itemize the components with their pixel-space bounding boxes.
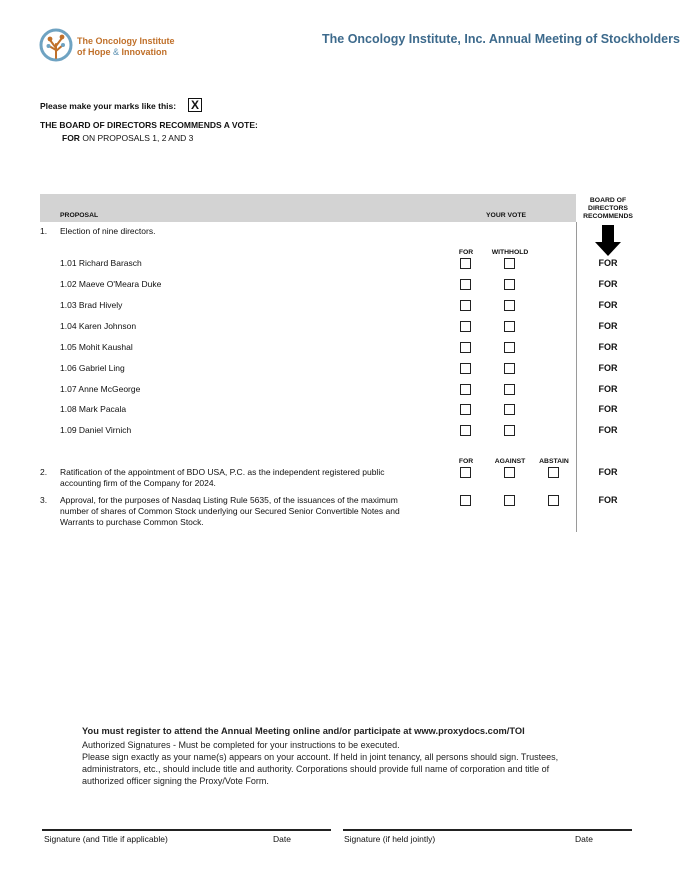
signature-2-label: Signature (if held jointly) (344, 834, 436, 844)
p2-abstain-checkbox[interactable] (548, 467, 559, 478)
p3-abstain-checkbox[interactable] (548, 495, 559, 506)
nominee-row (0, 425, 680, 441)
proposal-1-text: Election of nine directors. (60, 226, 156, 236)
nominee-label: 1.08 Mark Pacala (60, 404, 127, 414)
p2-for-checkbox[interactable] (460, 467, 471, 478)
for-checkbox[interactable] (460, 279, 471, 290)
proposal-3-number: 3. (40, 495, 48, 505)
board-recommends-header: BOARD OF DIRECTORS RECOMMENDS (583, 197, 633, 220)
nominee-row (0, 384, 680, 400)
for-checkbox[interactable] (460, 404, 471, 415)
company-logo (38, 26, 178, 66)
register-notice: You must register to attend the Annual Meeting online and/or participate at www.proxydocs.com/TOI (82, 726, 525, 736)
withhold-checkbox[interactable] (504, 342, 515, 353)
withhold-checkbox[interactable] (504, 258, 515, 269)
withhold-checkbox[interactable] (504, 363, 515, 374)
nominee-label: 1.07 Anne McGeorge (60, 384, 141, 394)
for-checkbox[interactable] (460, 342, 471, 353)
nominee-row (0, 404, 680, 420)
withhold-checkbox[interactable] (504, 300, 515, 311)
nominee-label: 1.09 Daniel Virnich (60, 425, 132, 435)
authorized-signatures-note: Authorized Signatures - Must be completed for your instructions to be executed. (82, 740, 400, 750)
board-recommendation: FOR (598, 258, 618, 268)
board-recommends-line (62, 133, 193, 143)
signature-line-2[interactable] (343, 829, 632, 831)
nominee-label: 1.06 Gabriel Ling (60, 363, 125, 373)
proposals-text: ON PROPOSALS 1, 2 AND 3 (82, 133, 194, 143)
board-recommends-heading: THE BOARD OF DIRECTORS RECOMMENDS A VOTE: (40, 120, 258, 130)
sign-instructions-3: authorized officer signing the Proxy/Vote Form. (82, 776, 269, 786)
logo-line-2b: Innovation (121, 47, 168, 57)
nominee-row (0, 258, 680, 274)
for-checkbox[interactable] (460, 300, 471, 311)
board-recommendation: FOR (598, 363, 618, 373)
nominee-row (0, 363, 680, 379)
nominee-label: 1.01 Richard Barasch (60, 258, 142, 268)
for-checkbox[interactable] (460, 425, 471, 436)
p3-board-recommendation: FOR (598, 495, 618, 505)
sign-instructions-2: administrators, etc., should include title and authority. Corporations should provide full name of corporation and title of (82, 764, 550, 774)
nominee-label: 1.05 Mohit Kaushal (60, 342, 133, 352)
proposal-1-number: 1. (40, 226, 48, 236)
your-vote-header: YOUR VOTE (486, 212, 527, 219)
col-against: AGAINST (494, 458, 526, 465)
p1-col-withhold: WITHHOLD (491, 249, 529, 256)
proposal-2-number: 2. (40, 467, 48, 477)
nominee-row (0, 279, 680, 295)
col-abstain: ABSTAIN (539, 458, 569, 465)
logo-line-2a: of Hope (77, 47, 111, 57)
page-title: The Oncology Institute, Inc. Annual Meeting of Stockholders (322, 32, 680, 46)
nominee-row (0, 300, 680, 316)
p1-col-for: FOR (458, 249, 474, 256)
board-recommendation: FOR (598, 425, 618, 435)
date-1-label: Date (273, 834, 291, 844)
for-checkbox[interactable] (460, 321, 471, 332)
board-recommendation: FOR (598, 342, 618, 352)
col-for: FOR (458, 458, 474, 465)
for-checkbox[interactable] (460, 258, 471, 269)
board-recommendation: FOR (598, 300, 618, 310)
footer-notice (82, 725, 622, 787)
logo-tree-icon (38, 26, 74, 64)
for-checkbox[interactable] (460, 384, 471, 395)
board-recommendation: FOR (598, 321, 618, 331)
nominee-label: 1.03 Brad Hively (60, 300, 123, 310)
withhold-checkbox[interactable] (504, 425, 515, 436)
withhold-checkbox[interactable] (504, 404, 515, 415)
proposal-header: PROPOSAL (60, 212, 99, 219)
p3-against-checkbox[interactable] (504, 495, 515, 506)
board-recommendation: FOR (598, 279, 618, 289)
date-2-label: Date (575, 834, 593, 844)
proposal-2-text: Ratification of the appointment of BDO USA, P.C. as the independent registered public accounting firm of the Company for 2024. (60, 467, 385, 488)
signature-line-1[interactable] (42, 829, 331, 831)
mark-example-box: X (188, 98, 202, 112)
nominee-label: 1.04 Karen Johnson (60, 321, 137, 331)
signature-1-label: Signature (and Title if applicable) (44, 834, 168, 844)
logo-line-1: The Oncology Institute (77, 36, 175, 46)
sign-instructions-1: Please sign exactly as your name(s) appears on your account. If held in joint tenancy, all persons should sign. Trustees, (82, 752, 559, 762)
board-recommendation: FOR (598, 404, 618, 414)
proposal-3-text: Approval, for the purposes of Nasdaq Listing Rule 5635, of the issuances of the maximum number of shares of Common Stock underlying our Secured Senior Convertible Notes and Warrants to purchase Common Stock. (60, 495, 400, 527)
for-checkbox[interactable] (460, 363, 471, 374)
nominee-row (0, 342, 680, 358)
marks-instruction: Please make your marks like this: (40, 101, 177, 111)
nominee-row (0, 321, 680, 337)
for-word: FOR (62, 133, 80, 143)
p2-board-recommendation: FOR (598, 467, 618, 477)
board-recommendation: FOR (598, 384, 618, 394)
withhold-checkbox[interactable] (504, 384, 515, 395)
p3-for-checkbox[interactable] (460, 495, 471, 506)
withhold-checkbox[interactable] (504, 279, 515, 290)
down-arrow-icon (594, 225, 622, 257)
p2-against-checkbox[interactable] (504, 467, 515, 478)
nominee-label: 1.02 Maeve O'Meara Duke (60, 279, 162, 289)
withhold-checkbox[interactable] (504, 321, 515, 332)
logo-amp: & (113, 47, 120, 57)
